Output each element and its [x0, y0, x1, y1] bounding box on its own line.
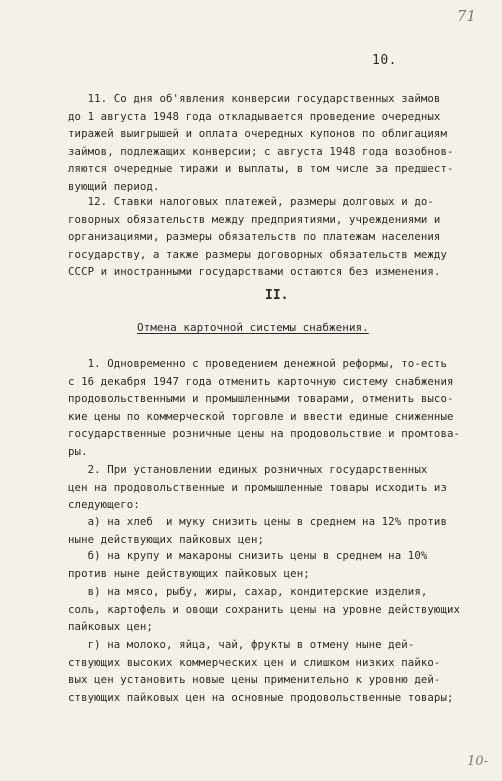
paragraph-g: г) на молоко, яйца, чай, фрукты в отмену ныне дей- ствующих высоких коммерческих цен и слишком низких пайко- вых цен установить новые цены применительно к уровню дей- ствующих пайковых цен на основные продовольственные товары;	[68, 638, 454, 704]
paragraph-12: 12. Ставки налоговых платежей, размеры долговых и до- говорных обязательств между предприятиями, учреждениями и организациями, размеры обязательств по платежам населения государству, а также размеры договорных обязательств между СССР и иностранными государствами остаются без изменения.	[68, 195, 447, 279]
paragraph-a: а) на хлеб и муку снизить цены в среднем на 12% против ныне действующих пайковых цен;	[68, 515, 447, 546]
section-number: II.	[265, 288, 289, 303]
paragraph-b: б) на крупу и макароны снизить цены в среднем на 10% против ныне действующих пайковых цен;	[68, 549, 428, 580]
paragraph-v: в) на мясо, рыбу, жиры, сахар, кондитерские изделия, соль, картофель и овощи сохранить цены на уровне действующих пайковых цен;	[68, 585, 461, 634]
paragraph-1: 1. Одновременно с проведением денежной реформы, то-есть с 16 декабря 1947 года отменить карточную систему снабжения продовольственными и промышленными товарами, отменить высо- кие цены по коммерческой торговле и ввести единые сниженные государственные розничные цены на продовольствие и промтова- ры.	[68, 357, 461, 458]
paragraph-2: 2. При установлении единых розничных государственных цен на продовольственные и промышленные товары исходить из следующего:	[68, 463, 447, 512]
handwritten-page-number: 71	[456, 7, 476, 25]
page-number: 10.	[372, 53, 397, 68]
section-title: Отмена карточной системы снабжения.	[137, 321, 369, 334]
paragraph-11: 11. Со дня об'явления конверсии государственных займов до 1 августа 1948 года откладывается проведение очередных тиражей выигрышей и оплата очередных купонов по облигациям займов, подлежащих конверсии; с августа 1948 года возобнов- ляются очередные тиражи и выплаты, в том числе за предшест- вующий период.	[68, 92, 454, 193]
handwritten-note: 10-	[467, 754, 488, 769]
